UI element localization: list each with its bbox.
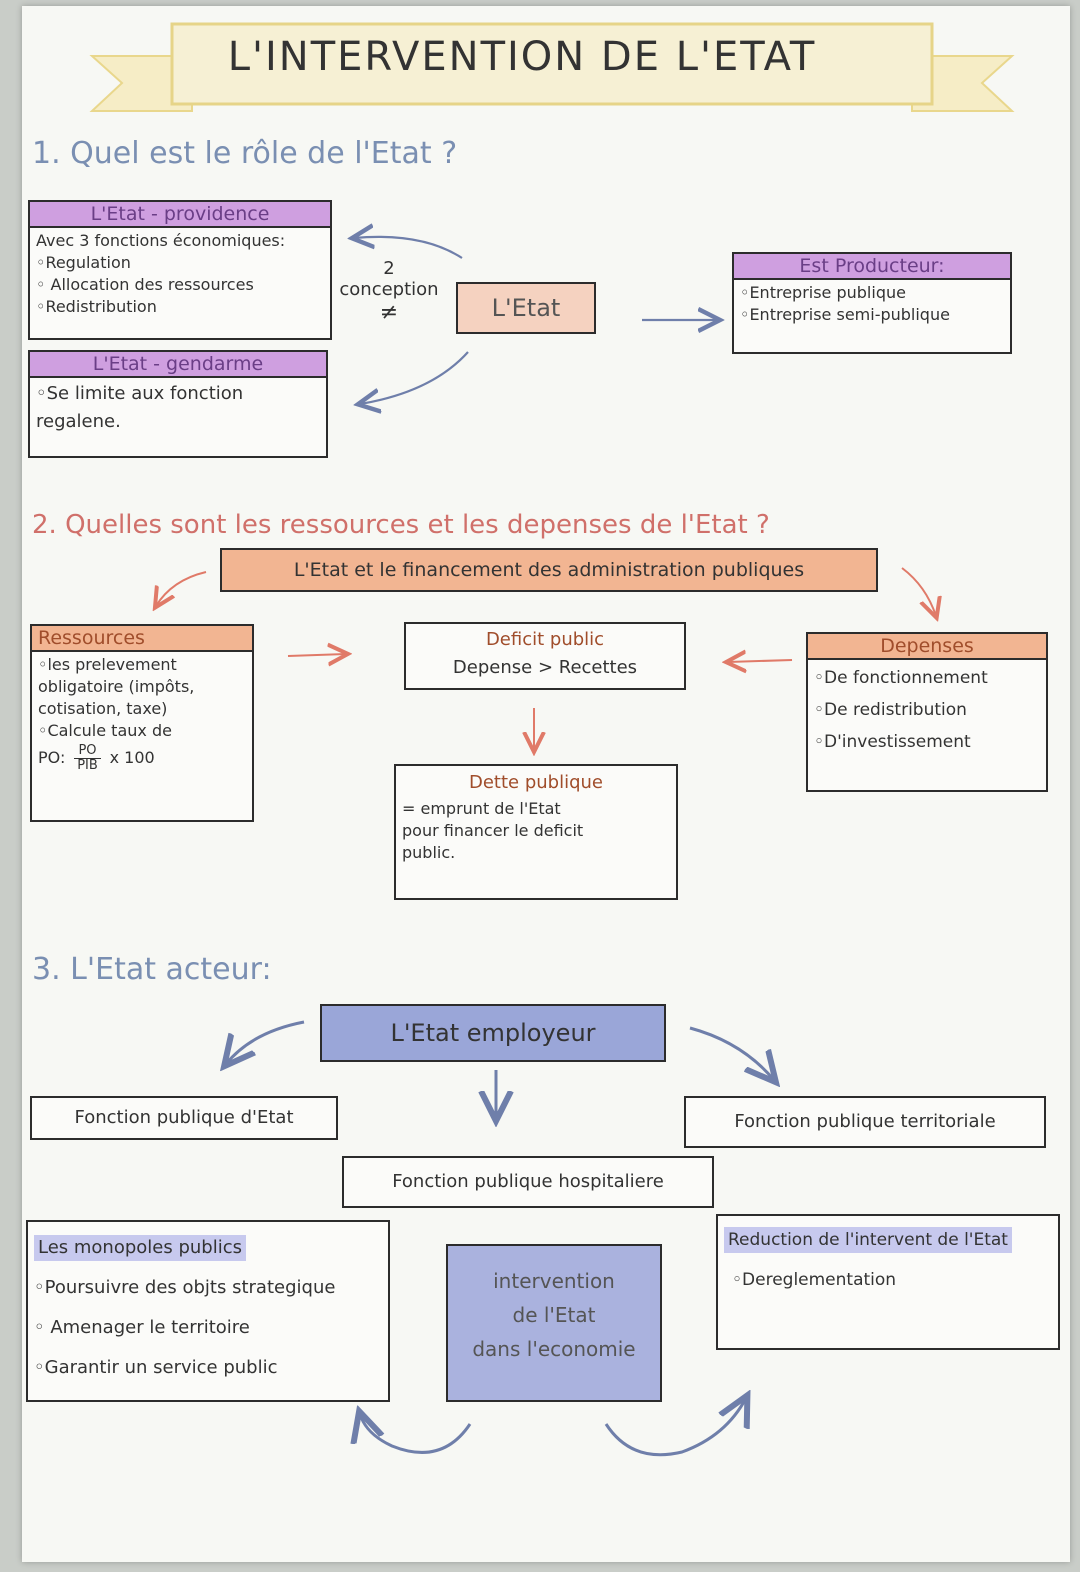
po-multiplier: x 100 [109,748,155,767]
fp-hosp-label: Fonction publique hospitaliere [392,1171,664,1192]
po-denominator: PIB [77,758,98,773]
depenses-line: ◦D'investissement [814,732,971,752]
providence-line: ◦Redistribution [36,297,157,316]
section2-heading: 2. Quelles sont les ressources et les depenses de l'Etat ? [32,510,770,540]
arrow-curve-right [606,1398,746,1455]
reduction-title: Reduction de l'intervent de l'Etat [724,1227,1012,1253]
providence-line: Avec 3 fonctions économiques: [36,231,286,250]
depenses-title: Depenses [808,634,1046,660]
section3-heading: 3. L'Etat acteur: [32,952,272,987]
conception-num: 2 [383,258,395,279]
po-numerator: PO [74,744,100,759]
dette-line: public. [402,843,456,862]
ressources-line: cotisation, taxe) [38,699,168,718]
arrow-to-fp-etat [226,1022,304,1064]
arrow-depenses-to-deficit [728,660,792,662]
intervention-line: intervention [493,1269,615,1293]
conception-neq: ≠ [379,300,399,325]
ressources-title: Ressources [32,626,252,652]
arrow-to-depenses [902,568,936,616]
arrow-curve-left [360,1414,470,1452]
producteur-line: ◦Entreprise semi-publique [740,305,950,324]
arrow-to-fp-terr [690,1028,774,1080]
providence-line: ◦Regulation [36,253,131,272]
etat-center-label: L'Etat [491,294,561,322]
providence-line: ◦ Allocation des ressources [36,275,254,294]
employeur-label: L'Etat employeur [390,1019,596,1047]
page-title: L'INTERVENTION DE L'ETAT [227,34,817,80]
section1-heading: 1. Quel est le rôle de l'Etat ? [32,136,458,171]
fp-terr-label: Fonction publique territoriale [734,1111,996,1132]
diagram-arrows [22,6,1070,1562]
ressources-line: ◦les prelevement [38,655,177,674]
po-label: PO: [38,748,66,767]
dette-line: pour financer le deficit [402,821,584,840]
notebook-sheet [22,6,1070,1562]
gendarme-line: ◦Se limite aux fonction [36,383,244,404]
financement-banner-text: L'Etat et le financement des administration publiques [293,559,805,581]
deficit-title: Deficit public [485,629,605,650]
arrow-to-gendarme [360,352,468,404]
depenses-line: ◦De fonctionnement [814,668,988,688]
conception-word: conception [339,279,439,300]
arrow-to-ressources [156,572,206,606]
monopoles-line: ◦Garantir un service public [34,1357,278,1378]
ressources-line: ◦Calcule taux de [38,721,172,740]
intervention-line: de l'Etat [512,1303,596,1327]
dette-line: = emprunt de l'Etat [402,799,561,818]
intervention-line: dans l'economie [472,1337,636,1361]
gendarme-line: regalene. [36,411,121,432]
monopoles-line: ◦Poursuivre des objts strategique [34,1277,336,1298]
producteur-title: Est Producteur: [734,254,1010,280]
reduction-line: ◦Dereglementation [732,1270,897,1290]
etat-gendarme-title: L'Etat - gendarme [30,352,326,378]
etat-providence-title: L'Etat - providence [30,202,330,228]
monopoles-line: ◦ Amenager le territoire [34,1317,250,1338]
arrow-to-providence [354,237,462,258]
monopoles-title: Les monopoles publics [34,1235,246,1261]
deficit-line: Depense > Recettes [452,657,638,678]
depenses-line: ◦De redistribution [814,700,967,720]
dette-title: Dette publique [468,772,603,793]
fp-etat-label: Fonction publique d'Etat [74,1107,294,1128]
ressources-line: obligatoire (impôts, [38,677,195,696]
arrow-ressources-to-deficit [288,654,346,656]
producteur-line: ◦Entreprise publique [740,283,906,302]
